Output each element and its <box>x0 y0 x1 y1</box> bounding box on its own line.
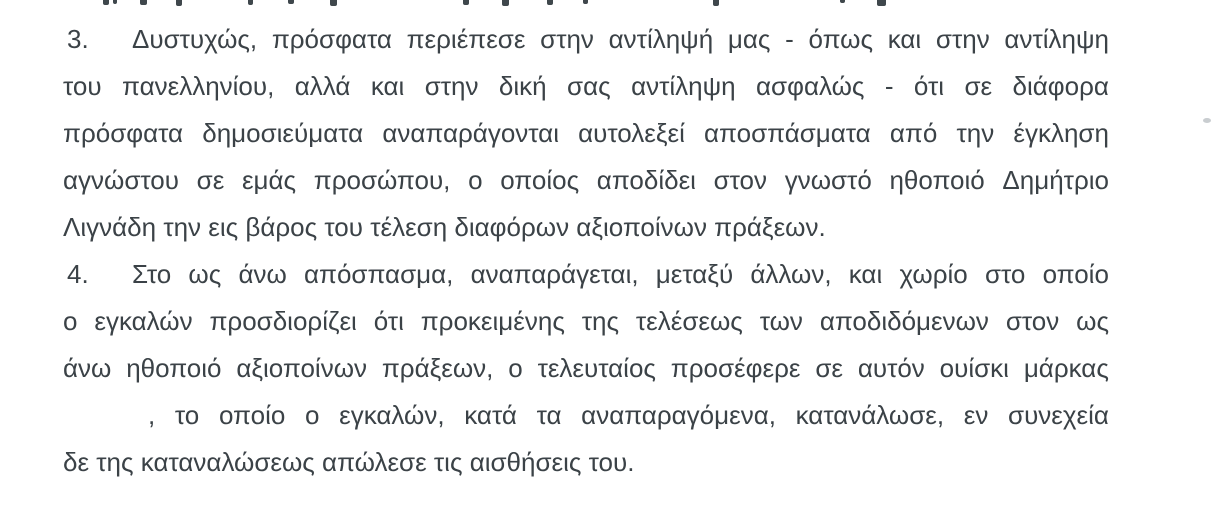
document-line <box>63 439 1109 486</box>
document-line <box>63 63 1109 110</box>
text-fragment-mark <box>176 0 182 6</box>
text-fragment-mark <box>463 0 469 5</box>
text-fragment-mark <box>547 0 553 5</box>
scan-speck <box>1203 118 1211 123</box>
text-fragment-mark <box>113 0 117 4</box>
cutoff-previous-line <box>0 0 1220 8</box>
document-line <box>63 204 1109 251</box>
text-fragment-mark <box>248 0 253 5</box>
justified-text-line: Στο ως άνω απόσπασμα, αναπαράγεται, μεταξύ άλλων, και χωρίο στο οποίο <box>132 259 1109 289</box>
document-line <box>63 16 1109 63</box>
document-line <box>63 251 1109 298</box>
justified-text-line: πρόσφατα δημοσιεύματα αναπαράγονται αυτολεξεί αποσπάσματα από την έγκληση <box>63 118 1109 148</box>
text-fragment-mark <box>583 0 588 4</box>
text-fragment-mark <box>713 0 719 6</box>
text-fragment-mark <box>103 0 109 5</box>
justified-text-line: , το οποίο ο εγκαλών, κατά τα αναπαραγόμενα, κατανάλωσε, εν συνεχεία <box>148 400 1109 430</box>
document-body <box>63 16 1109 486</box>
paragraph-number: 4. <box>67 259 89 289</box>
justified-text-line: ο εγκαλών προσδιορίζει ότι προκειμένης της τελέσεως των αποδιδόμενων στον ως <box>63 306 1109 336</box>
text-fragment-mark <box>840 0 845 3</box>
text-fragment-mark <box>288 0 294 4</box>
text-fragment-mark <box>502 0 509 6</box>
text-fragment-mark <box>330 0 337 6</box>
document-line <box>63 298 1109 345</box>
justified-text-line: αγνώστου σε εμάς προσώπου, ο οποίος αποδίδει στον γνωστό ηθοποιό Δημήτριο <box>63 165 1109 195</box>
document-line <box>63 392 1109 439</box>
paragraph-number: 3. <box>67 24 89 54</box>
text-line: Λιγνάδη την εις βάρος του τέλεση διαφόρων αξιοποίνων πράξεων. <box>63 212 826 242</box>
document-line <box>63 157 1109 204</box>
document-line <box>63 110 1109 157</box>
text-fragment-mark <box>140 0 147 5</box>
justified-text-line: του πανελληνίου, αλλά και στην δική σας αντίληψη ασφαλώς - ότι σε διάφορα <box>63 71 1109 101</box>
justified-text-line: άνω ηθοποιό αξιοποίνων πράξεων, ο τελευταίος προσέφερε σε αυτόν ουίσκι μάρκας <box>63 353 1109 383</box>
text-fragment-mark <box>877 0 886 6</box>
text-line: δε της καταναλώσεως απώλεσε τις αισθήσεις του. <box>63 447 635 477</box>
justified-text-line: Δυστυχώς, πρόσφατα περιέπεσε στην αντίληψή μας - όπως και στην αντίληψη <box>132 24 1109 54</box>
document-line <box>63 345 1109 392</box>
